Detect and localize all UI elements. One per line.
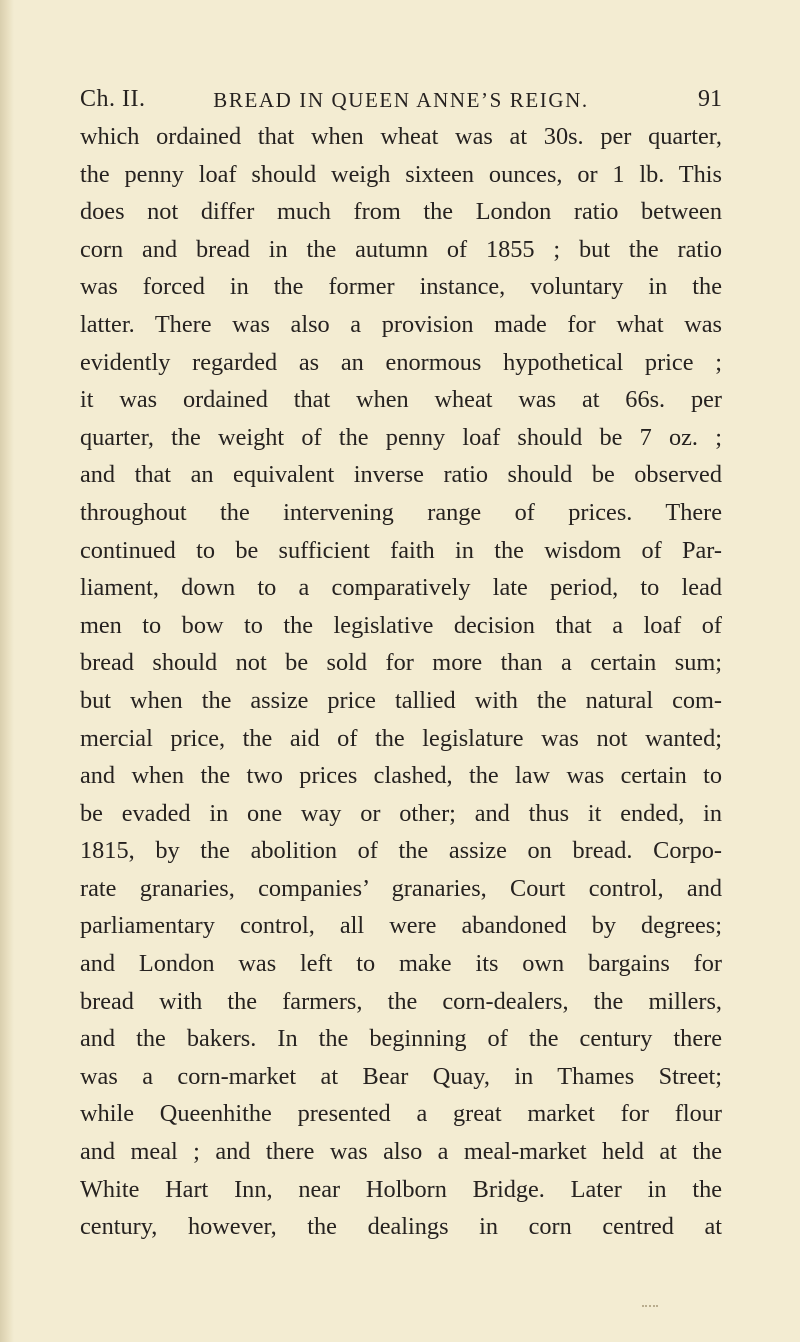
text-line: bread should not be sold for more than a certain sum;	[80, 649, 722, 677]
page-number: 91	[698, 86, 722, 112]
text-line: mercial price, the aid of the legislature was not wanted;	[80, 724, 722, 752]
text-line: and the bakers. In the beginning of the century there	[80, 1025, 722, 1053]
chapter-label: Ch. II.	[80, 86, 146, 112]
text-line: parliamentary control, all were abandoned by degrees;	[80, 912, 722, 940]
text-line: but when the assize price tallied with the natural com-	[80, 686, 722, 714]
text-line: was forced in the former instance, voluntary in the	[80, 273, 722, 301]
text-line: was a corn-market at Bear Quay, in Thames Street;	[80, 1062, 722, 1090]
body-text	[80, 118, 722, 1246]
text-line: and when the two prices clashed, the law was certain to	[80, 762, 722, 790]
text-line: men to bow to the legislative decision that a loaf of	[80, 611, 722, 639]
text-line: throughout the intervening range of prices. There	[80, 498, 722, 526]
text-line: rate granaries, companies’ granaries, Court control, and	[80, 874, 722, 902]
text-line: and that an equivalent inverse ratio should be observed	[80, 461, 722, 489]
page-edge-shadow	[0, 0, 14, 1342]
running-head	[80, 86, 722, 120]
signature-mark	[642, 1305, 658, 1309]
text-line: does not differ much from the London ratio between	[80, 198, 722, 226]
text-line: quarter, the weight of the penny loaf should be 7 oz. ;	[80, 423, 722, 451]
text-line: and London was left to make its own bargains for	[80, 950, 722, 978]
text-line: it was ordained that when wheat was at 66s. per	[80, 386, 722, 414]
text-line: which ordained that when wheat was at 30s. per quarter,	[80, 123, 722, 150]
text-line: bread with the farmers, the corn-dealers, the millers,	[80, 987, 722, 1015]
text-line: be evaded in one way or other; and thus it ended, in	[80, 799, 722, 827]
text-line: liament, down to a comparatively late period, to lead	[80, 574, 722, 602]
text-line: the penny loaf should weigh sixteen ounces, or 1 lb. This	[80, 160, 722, 188]
text-line: while Queenhithe presented a great market for flour	[80, 1100, 722, 1128]
text-line: century, however, the dealings in corn centred at	[80, 1213, 722, 1241]
text-line: and meal ; and there was also a meal-market held at the	[80, 1138, 722, 1166]
text-line: evidently regarded as an enormous hypothetical price ;	[80, 348, 722, 376]
text-line: 1815, by the abolition of the assize on bread. Corpo-	[80, 837, 722, 865]
text-line: continued to be sufficient faith in the wisdom of Par-	[80, 536, 722, 564]
running-title: BREAD IN QUEEN ANNE’S REIGN.	[213, 88, 589, 112]
text-line: corn and bread in the autumn of 1855 ; but the ratio	[80, 235, 722, 263]
text-line: White Hart Inn, near Holborn Bridge. Later in the	[80, 1175, 722, 1203]
text-line: latter. There was also a provision made for what was	[80, 310, 722, 338]
